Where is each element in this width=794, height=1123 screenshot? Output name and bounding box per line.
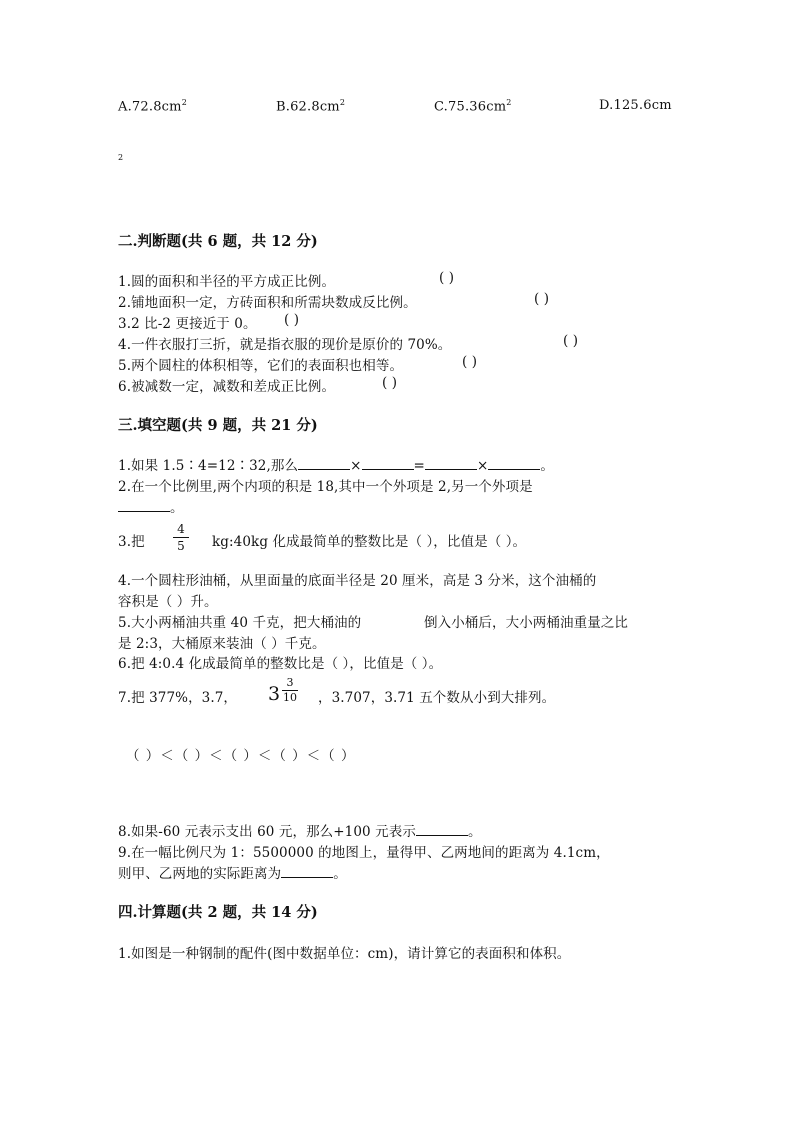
- judge-item-4: 4.一件衣服打三折，就是指衣服的现价是原价的 70%。: [118, 337, 452, 353]
- fill-q5-line1b: 倒入小桶后，大小两桶油重量之比: [424, 615, 628, 631]
- answer-blank[interactable]: [416, 834, 468, 836]
- fill-q2-line1: 2.在一个比例里,两个内项的积是 18,其中一个外项是 2,另一个外项是: [118, 479, 533, 495]
- option-b: $B.62.8cm^2$: [276, 98, 346, 115]
- fill-q6: 6.把 4:0.4 化成最简单的整数比是（ ），比值是（ ）。: [118, 656, 443, 672]
- section3-heading: 三.填空题(共 9 题，共 21 分): [118, 417, 318, 434]
- calc-q1: 1.如图是一种钢制的配件(图中数据单位：cm)，请计算它的表面积和体积。: [118, 946, 571, 962]
- fill-q7-lead: 7.把 377%，3.7，: [118, 690, 238, 706]
- section2-heading: 二.判断题(共 6 题，共 12 分): [118, 233, 318, 250]
- answer-blank[interactable]: [281, 876, 333, 878]
- judge-item-1-paren[interactable]: ( ): [439, 270, 455, 286]
- option-d-superscript-wrap: 2: [118, 153, 124, 162]
- answer-blank[interactable]: [298, 468, 350, 470]
- section4-heading: 四.计算题(共 2 题，共 14 分): [118, 904, 318, 921]
- mixed-number: 3 3 10: [268, 676, 297, 705]
- answer-blank[interactable]: [425, 468, 477, 470]
- fill-q8: 8.如果-60 元表示支出 60 元，那么+100 元表示 。: [118, 824, 482, 840]
- fill-q5-line2: 是 2:3，大桶原来装油（ ）千克。: [118, 636, 326, 652]
- judge-item-1: 1.圆的面积和半径的平方成正比例。: [118, 274, 336, 290]
- judge-item-6-paren[interactable]: ( ): [382, 375, 398, 391]
- ordering-chain[interactable]: （ ）＜（ ）＜（ ）＜（ ）＜（ ）: [126, 748, 356, 764]
- fill-q3-rest: kg:40kg 化成最简单的整数比是（ ），比值是（ ）。: [212, 534, 527, 550]
- option-a: $A.72.8cm^2$: [118, 98, 187, 115]
- judge-item-5-paren[interactable]: ( ): [462, 354, 478, 370]
- fraction-four-fifths: 4 5: [173, 522, 189, 553]
- judge-item-2-paren[interactable]: ( ): [534, 291, 550, 307]
- option-c: $C.75.36cm^2$: [434, 98, 512, 115]
- fill-q1: 1.如果 1.5∶4=12∶32,那么 × = × 。: [118, 458, 554, 474]
- fill-q9-line1: 9.在一幅比例尺为 1：5500000 的地图上，量得甲、乙两地间的距离为 4.1cm，: [118, 845, 610, 861]
- fill-q3-lead: 3.把: [118, 534, 145, 550]
- fill-q4-line1: 4.一个圆柱形油桶，从里面量的底面半径是 20 厘米，高是 3 分米，这个油桶的: [118, 573, 597, 589]
- answer-blank[interactable]: [488, 468, 540, 470]
- judge-item-3: 3.2 比-2 更接近于 0。: [118, 316, 257, 332]
- option-d: D.125.6cm: [599, 98, 672, 113]
- judge-item-5: 5.两个圆柱的体积相等，它们的表面积也相等。: [118, 358, 404, 374]
- answer-blank[interactable]: [118, 510, 170, 512]
- fill-q5-line1a: 5.大小两桶油共重 40 千克，把大桶油的: [118, 615, 362, 631]
- judge-item-2: 2.铺地面积一定，方砖面积和所需块数成反比例。: [118, 295, 417, 311]
- answer-blank[interactable]: [362, 468, 414, 470]
- judge-item-4-paren[interactable]: ( ): [563, 333, 579, 349]
- fill-q4-line2: 容积是（ ）升。: [118, 594, 218, 610]
- fill-q2-line2: 。: [118, 496, 184, 516]
- judge-item-3-paren[interactable]: ( ): [284, 312, 300, 328]
- judge-item-6: 6.被减数一定，减数和差成正比例。: [118, 379, 336, 395]
- fill-q9-line2: 则甲、乙两地的实际距离为 。: [118, 866, 347, 882]
- fill-q7-rest: ，3.707，3.71 五个数从小到大排列。: [318, 690, 556, 706]
